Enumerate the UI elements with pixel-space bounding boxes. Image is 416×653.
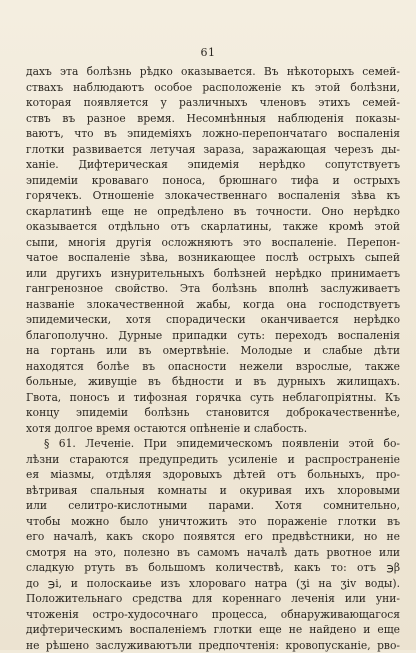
text-line: до ℈і, и полоскаиье изъ хлороваго натра (ʒі на ʒiv воды). xyxy=(26,576,400,592)
text-line: больные, живущіе въ бѣдности и въ дурныхъ жилищахъ. xyxy=(26,374,400,390)
text-line: благополучно. Дурные припадки суть: переходъ воспаленія xyxy=(26,328,400,344)
text-line: дахъ эта болѣзнь рѣдко оказывается. Въ нѣкоторыхъ семей- xyxy=(26,64,400,80)
text-line: эпидеміи кроваваго поноса, брюшнаго тифа и острыхъ xyxy=(26,173,400,189)
body-text xyxy=(26,64,400,653)
text-line: ствъ въ разное время. Несомнѣнныя наблюденія показы- xyxy=(26,111,400,127)
text-line: скарлатинѣ еще не опредѣлено въ точности. Оно нерѣдко xyxy=(26,204,400,220)
text-line: или селитро-кислотными парами. Хотя сомнительно, xyxy=(26,498,400,514)
text-line: Гвота, поносъ и тифозная горячка суть неблагопріятны. Къ xyxy=(26,390,400,406)
text-line: ея міазмы, отдѣляя здоровыхъ дѣтей отъ больныхъ, про- xyxy=(26,467,400,483)
text-line: хотя долгое время остаются опѣненіе и слабость. xyxy=(26,421,400,437)
text-line: ваютъ, что въ эпидеміяхъ ложно-перепончатаго воспаленія xyxy=(26,126,400,142)
text-line: его началѣ, какъ скоро появятся его предвѣстники, но не xyxy=(26,529,400,545)
text-line: лѣзни стараются предупредить усиленіе и распространеніе xyxy=(26,452,400,468)
text-line: сладкую ртуть въ большомъ количествѣ, какъ то: отъ ℈β xyxy=(26,560,400,576)
text-line: чтобы можно было уничтожить это пораженіе глотки въ xyxy=(26,514,400,530)
text-line: сыпи, многія другія осложняютъ это воспаленіе. Перепон- xyxy=(26,235,400,251)
text-line: чатое воспаленіе зѣва, возникающее послѣ острыхъ сыпей xyxy=(26,250,400,266)
text-line: чтоженія остро-худосочнаго процесса, обнаруживающагося xyxy=(26,607,400,623)
text-line: вѣтривая спальныя комнаты и окуривая ихъ хлоровыми xyxy=(26,483,400,499)
text-line: не рѣшено заслуживаютъли предпочтенія: кровопусканіе, рво- xyxy=(26,638,400,653)
text-line: или другихъ изнурительныхъ болѣзней нерѣдко принимаетъ xyxy=(26,266,400,282)
text-line: ханіе. Дифтерическая эпидемія нерѣдко сопутствуетъ xyxy=(26,157,400,173)
text-line: концу эпидеміи болѣзнь становится доброкачественнѣе, xyxy=(26,405,400,421)
text-line: на гортань или въ омертвѣніе. Молодые и слабые дѣти xyxy=(26,343,400,359)
text-line: Положительнаго средства для кореннаго леченія или уни- xyxy=(26,591,400,607)
text-line: горячекъ. Отношеніе злокачественнаго воспаленія зѣва къ xyxy=(26,188,400,204)
text-line: дифтерическимъ воспаленіемъ глотки еще не найдено и еще xyxy=(26,622,400,638)
text-line: оказывается отдѣльно отъ скарлатины, также кромѣ этой xyxy=(26,219,400,235)
text-line: ствахъ наблюдаютъ особое расположеніе къ этой болѣзни, xyxy=(26,80,400,96)
text-line: названіе злокачественной жабы, когда она господствуетъ xyxy=(26,297,400,313)
text-line: эпидемически, хотя спорадически оканчивается нерѣдко xyxy=(26,312,400,328)
text-line: смотря на это, полезно въ самомъ началѣ дать рвотное или xyxy=(26,545,400,561)
text-line: находятся болѣе въ опасности нежели взрослые, также xyxy=(26,359,400,375)
text-line: гангренозное свойство. Эта болѣзнь вполнѣ заслуживаетъ xyxy=(26,281,400,297)
text-line: которая появляется у различныхъ членовъ этихъ семей- xyxy=(26,95,400,111)
text-line: глотки развивается летучая зараза, заражающая черезъ ды- xyxy=(26,142,400,158)
section-heading-line: § 61. Леченіе. При эпидемическомъ появленіи этой бо- xyxy=(26,436,400,452)
page-number: 61 xyxy=(0,46,416,59)
